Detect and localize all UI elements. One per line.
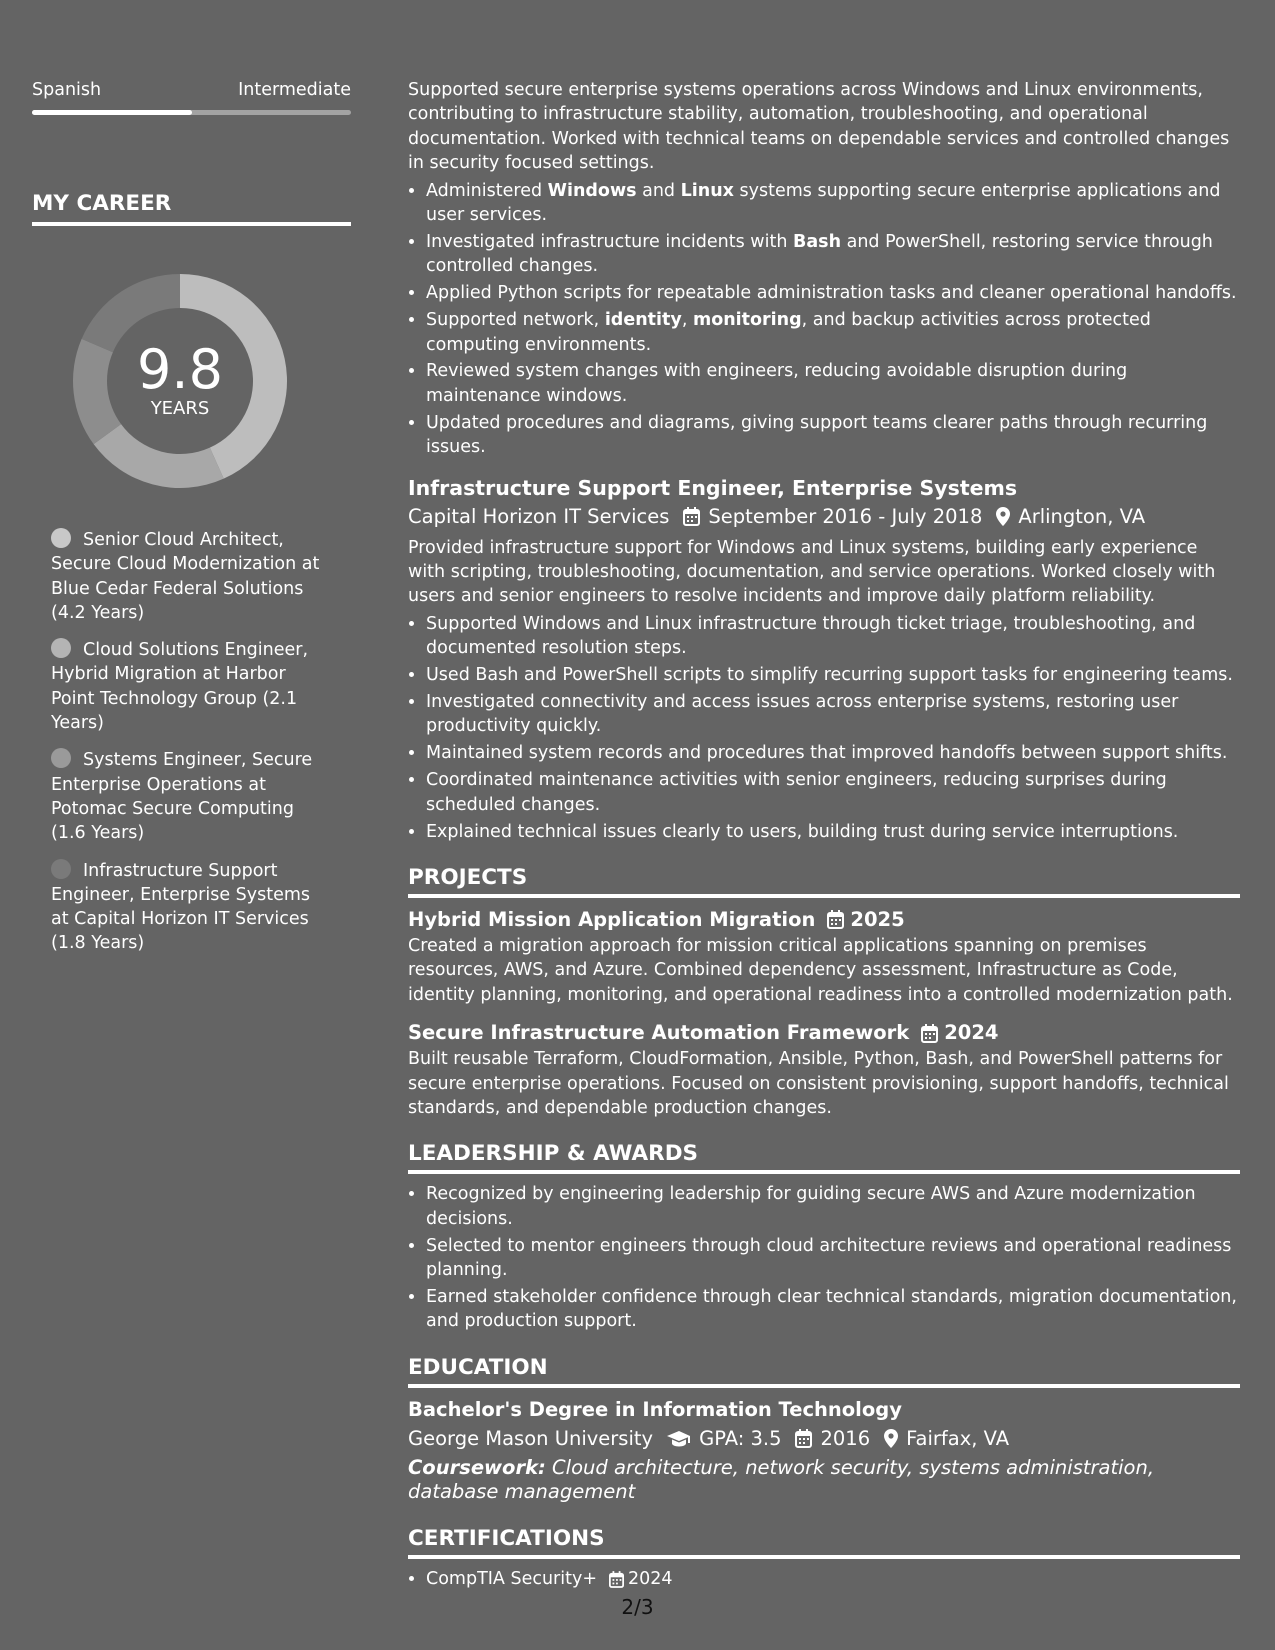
job-bullet: • Updated procedures and diagrams, giving support teams clearer paths through recurring issues. <box>426 411 1240 460</box>
certifications-list <box>408 1567 1240 1591</box>
education-coursework <box>408 1456 1240 1505</box>
projects-heading: PROJECTS <box>408 864 1240 898</box>
education-degree: Bachelor's Degree in Information Technology <box>408 1397 902 1421</box>
job-bullet: • Administered Windows and Linux systems supporting secure enterprise applications and user services. <box>426 179 1240 228</box>
career-entry-text: Senior Cloud Architect, Secure Cloud Modernization at Blue Cedar Federal Solutions (4.2 Years) <box>51 530 320 623</box>
career-entry-text: Cloud Solutions Engineer, Hybrid Migration at Harbor Point Technology Group (2.1 Years) <box>51 640 309 734</box>
career-entry-text: Infrastructure Support Engineer, Enterprise Systems at Capital Horizon IT Services (1.8 Years) <box>51 860 311 954</box>
career-entry <box>51 528 331 625</box>
job-bullet: • Used Bash and PowerShell scripts to simplify recurring support tasks for engineering teams. <box>426 663 1240 687</box>
language-proficiency-bar <box>32 110 351 115</box>
coursework-label: Coursework: <box>408 1455 546 1479</box>
coursework-text: Cloud architecture, network security, systems administration, database management <box>408 1455 1155 1504</box>
project-year: 2024 <box>944 1021 999 1045</box>
location-pin-icon <box>884 1429 898 1448</box>
leadership-list <box>408 1182 1240 1333</box>
job-summary: Supported secure enterprise systems operations across Windows and Linux environments, contributing to infrastructure stability, automation, troubleshooting, and operational documentation. Worked with technical teams on dependable services and controlled changes in security focused settings. <box>408 80 1230 174</box>
job-bullet: • Investigated infrastructure incidents with Bash and PowerShell, restoring service through controlled changes. <box>426 230 1240 279</box>
career-legend-dot <box>51 859 71 879</box>
leadership-item: • Selected to mentor engineers through cloud architecture reviews and operational readiness planning. <box>426 1234 1240 1283</box>
project-year: 2025 <box>850 907 905 931</box>
main-content <box>408 78 1240 1594</box>
job-bullet: • Explained technical issues clearly to users, building trust during service interruptions. <box>426 820 1240 844</box>
language-proficiency-fill <box>32 110 192 115</box>
career-list <box>51 528 331 956</box>
job-meta <box>408 502 1240 532</box>
job-bullet: • Supported Windows and Linux infrastructure through ticket triage, troubleshooting, and documented resolution steps. <box>426 612 1240 661</box>
project-title: Hybrid Mission Application Migration <box>408 907 816 931</box>
project-description: Created a migration approach for mission critical applications spanning on premises resources, AWS, and Azure. Combined dependency assessment, Infrastructure as Code, identity planning, monitoring, and operational readiness into a controlled modernization path. <box>408 935 1233 1005</box>
career-legend-dot <box>51 748 71 768</box>
leadership-heading: LEADERSHIP & AWARDS <box>408 1140 1240 1174</box>
job-title: Infrastructure Support Engineer, Enterprise Systems <box>408 475 1018 500</box>
job-bullets <box>408 612 1240 844</box>
donut-center <box>65 266 295 496</box>
calendar-icon <box>827 910 844 929</box>
job-company: Capital Horizon IT Services <box>408 504 670 528</box>
leadership-item: • Recognized by engineering leadership for guiding secure AWS and Azure modernization decisions. <box>426 1182 1240 1231</box>
certifications-heading: CERTIFICATIONS <box>408 1525 1240 1559</box>
education-heading: EDUCATION <box>408 1354 1240 1388</box>
graduation-cap-icon <box>667 1430 691 1448</box>
language-level: Intermediate <box>238 80 351 100</box>
education-gpa: GPA: 3.5 <box>699 1426 782 1450</box>
certification-year: 2024 <box>628 1568 673 1589</box>
page-number: 2/3 <box>621 1595 654 1619</box>
career-entry-text: Systems Engineer, Secure Enterprise Operations at Potomac Secure Computing (1.6 Years) <box>51 750 313 844</box>
language-row <box>32 78 351 102</box>
career-entry <box>51 859 331 956</box>
career-entry <box>51 638 331 735</box>
career-heading: MY CAREER <box>32 190 351 226</box>
project-title-row <box>408 906 1240 934</box>
career-total-unit: YEARS <box>150 398 210 419</box>
calendar-icon <box>609 1571 624 1588</box>
career-legend-dot <box>51 528 71 548</box>
location-pin-icon <box>996 507 1010 526</box>
job-bullet: • Reviewed system changes with engineers, reducing avoidable disruption during maintenance windows. <box>426 359 1240 408</box>
education-meta <box>408 1424 1240 1454</box>
career-entry <box>51 748 331 845</box>
education-school: George Mason University <box>408 1426 654 1450</box>
leadership-item: • Earned stakeholder confidence through clear technical standards, migration documentation, and production support. <box>426 1285 1240 1334</box>
certification-item <box>426 1567 1240 1591</box>
job-bullet: • Maintained system records and procedures that improved handoffs between support shifts. <box>426 741 1240 765</box>
project-title-row <box>408 1019 1240 1047</box>
calendar-icon <box>795 1429 812 1448</box>
job-bullet: • Investigated connectivity and access issues across enterprise systems, restoring user productivity quickly. <box>426 690 1240 739</box>
job-bullet: • Supported network, identity, monitoring, and backup activities across protected computing environments. <box>426 308 1240 357</box>
language-name: Spanish <box>32 80 102 100</box>
project-description: Built reusable Terraform, CloudFormation, Ansible, Python, Bash, and PowerShell patterns for secure enterprise operations. Focused on consistent provisioning, support handoffs, technical standards, and dependable production changes. <box>408 1049 1229 1118</box>
job-summary: Provided infrastructure support for Windows and Linux systems, building early experience with scripting, troubleshooting, documentation, and service operations. Worked closely with users and senior engineers to resolve incidents and improve daily platform reliability. <box>408 537 1216 607</box>
education-location: Fairfax, VA <box>906 1426 1010 1450</box>
sidebar <box>32 78 351 969</box>
certification-name: • CompTIA Security+ <box>426 1568 597 1589</box>
project-title: Secure Infrastructure Automation Framework <box>408 1021 910 1045</box>
calendar-icon <box>683 507 700 526</box>
job-location: Arlington, VA <box>1018 504 1146 528</box>
job-bullet: • Coordinated maintenance activities with senior engineers, reducing surprises during scheduled changes. <box>426 768 1240 817</box>
job-dates: September 2016 - July 2018 <box>708 504 983 528</box>
job-bullets <box>408 179 1240 460</box>
education-year: 2016 <box>820 1426 871 1450</box>
calendar-icon <box>921 1024 938 1043</box>
career-donut-chart <box>65 266 295 496</box>
career-total-value: 9.8 <box>137 338 223 401</box>
job-bullet: • Applied Python scripts for repeatable administration tasks and cleaner operational handoffs. <box>426 281 1240 305</box>
career-legend-dot <box>51 638 71 658</box>
